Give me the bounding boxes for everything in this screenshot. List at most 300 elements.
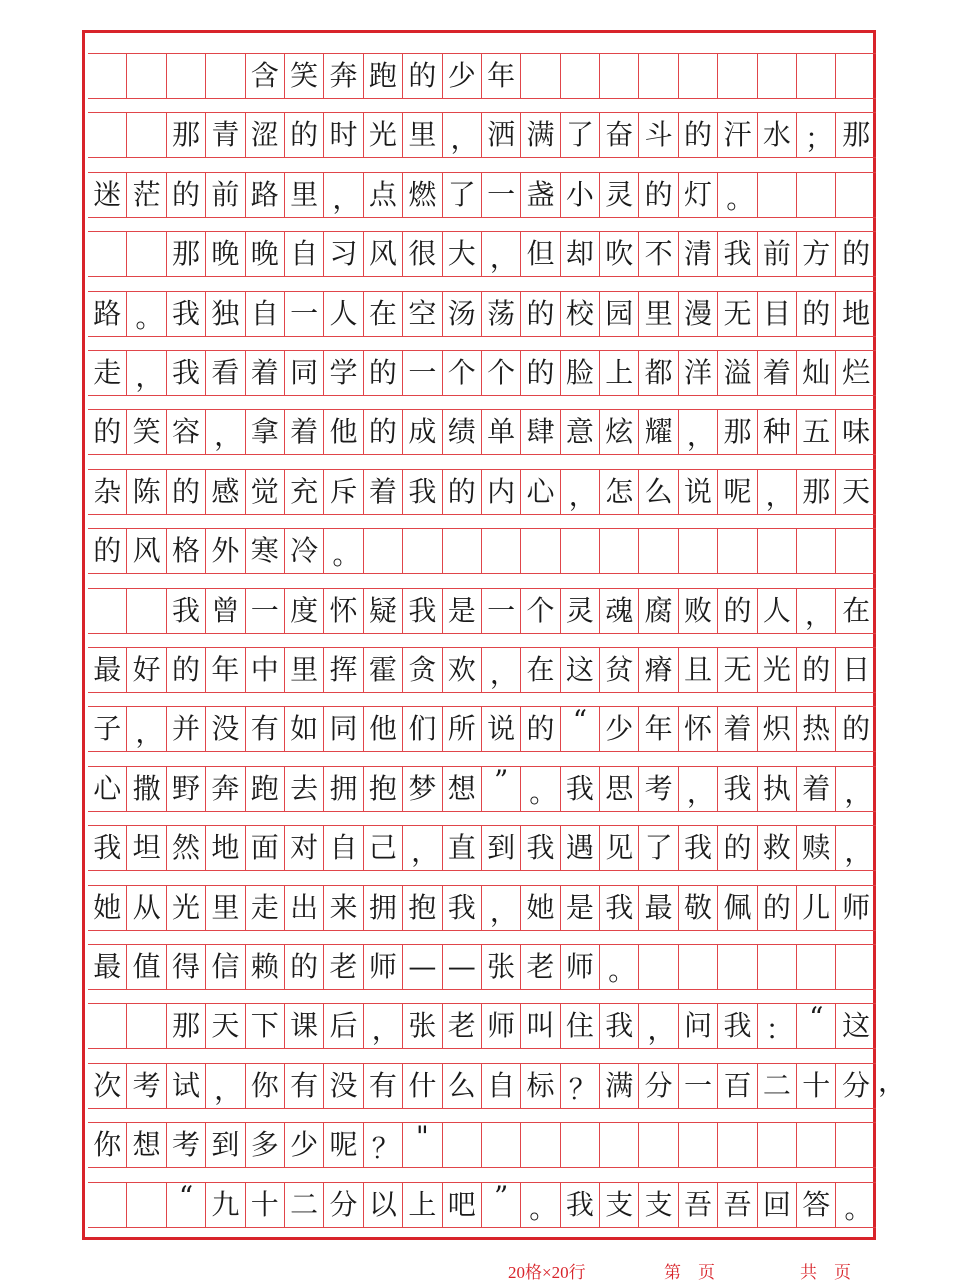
grid-cell: 。 xyxy=(324,529,363,573)
grid-cell: 的 xyxy=(443,470,482,514)
grid-cell: 盏 xyxy=(521,173,560,217)
grid-cell: 师 xyxy=(482,1004,521,1048)
grid-cell xyxy=(679,54,718,98)
grid-cell: 汤 xyxy=(443,292,482,336)
grid-row xyxy=(88,706,876,752)
grid-cell: 佩 xyxy=(718,886,757,930)
grid-cell: 的 xyxy=(167,470,206,514)
grid-cell: 晚 xyxy=(246,232,285,276)
grid-cell: 说 xyxy=(679,470,718,514)
grid-cell: 味 xyxy=(842,415,871,449)
grid-cell xyxy=(836,1123,875,1167)
grid-cell: 的 xyxy=(718,589,757,633)
grid-cell xyxy=(797,1123,836,1167)
grid-cell: 执 xyxy=(758,767,797,811)
grid-cell: 想 xyxy=(443,767,482,811)
grid-cell: 试 xyxy=(167,1064,206,1108)
grid-cell: 他 xyxy=(324,410,363,454)
grid-row xyxy=(88,469,876,515)
grid-cell: 考 xyxy=(639,767,678,811)
grid-cell: 我 xyxy=(600,886,639,930)
grid-cell: 瘠 xyxy=(639,648,678,692)
grid-row xyxy=(88,291,876,337)
grid-cell: 的 xyxy=(842,237,871,271)
grid-cell: 标 xyxy=(521,1064,560,1108)
paper-footer xyxy=(0,1258,960,1282)
grid-cell: ， xyxy=(206,410,245,454)
grid-cell: 抱 xyxy=(403,886,442,930)
grid-cell: 斥 xyxy=(324,470,363,514)
grid-cell: 着 xyxy=(246,351,285,395)
grid-cell: 的 xyxy=(403,54,442,98)
grid-cell: 烂 xyxy=(842,356,871,389)
grid-cell: 同 xyxy=(324,707,363,751)
grid-cell: 园 xyxy=(600,292,639,336)
grid-cell: 却 xyxy=(561,232,600,276)
grid-cell: 二 xyxy=(758,1064,797,1108)
grid-cell: 成 xyxy=(403,410,442,454)
grid-cell: 地 xyxy=(842,296,871,330)
grid-cell: 肆 xyxy=(521,410,560,454)
grid-cell: 个 xyxy=(443,351,482,395)
grid-cell: 晚 xyxy=(206,232,245,276)
grid-cell: 杂 xyxy=(88,470,127,514)
grid-cell: 天 xyxy=(206,1004,245,1048)
grid-cell: 绩 xyxy=(443,410,482,454)
grid-cell xyxy=(88,54,127,98)
grid-cell: 欢 xyxy=(443,648,482,692)
grid-cell: 里 xyxy=(639,292,678,336)
grid-cell: 师 xyxy=(364,945,403,989)
grid-cell: 住 xyxy=(561,1004,600,1048)
grid-cell xyxy=(127,589,166,633)
grid-cell: 得 xyxy=(167,945,206,989)
grid-cell: 的 xyxy=(364,351,403,395)
grid-cell xyxy=(88,589,127,633)
grid-cell: 目 xyxy=(758,292,797,336)
grid-cell: 下 xyxy=(246,1004,285,1048)
grid-cell: 校 xyxy=(561,292,600,336)
grid-cell: “ xyxy=(167,1183,206,1227)
grid-cell: 吹 xyxy=(600,232,639,276)
grid-cell: 老 xyxy=(443,1004,482,1048)
grid-cell: 救 xyxy=(758,826,797,870)
grid-cell: 充 xyxy=(285,470,324,514)
grid-cell xyxy=(561,529,600,573)
grid-row xyxy=(88,1003,876,1049)
grid-cell xyxy=(127,1004,166,1048)
grid-cell xyxy=(127,113,166,157)
grid-cell xyxy=(482,529,521,573)
grid-cell: 他 xyxy=(364,707,403,751)
grid-cell: 着 xyxy=(758,351,797,395)
grid-cell xyxy=(797,173,836,217)
grid-cell: 同 xyxy=(285,351,324,395)
grid-cell: 个 xyxy=(521,589,560,633)
grid-cell: 迷 xyxy=(88,173,127,217)
grid-cell: 不 xyxy=(639,232,678,276)
grid-cell: 多 xyxy=(246,1123,285,1167)
grid-cell: 心 xyxy=(88,767,127,811)
grid-cell xyxy=(679,945,718,989)
grid-cell: 曾 xyxy=(206,589,245,633)
grid-cell: 看 xyxy=(206,351,245,395)
grid-cell: — xyxy=(443,945,482,989)
grid-cell: 信 xyxy=(206,945,245,989)
grid-cell: 路 xyxy=(88,292,127,336)
grid-cell: 年 xyxy=(206,648,245,692)
margin-punctuation: ， xyxy=(878,1065,907,1098)
grid-cell: 课 xyxy=(285,1004,324,1048)
grid-cell xyxy=(127,54,166,98)
grid-cell: 怎 xyxy=(600,470,639,514)
grid-cell: 的 xyxy=(639,173,678,217)
grid-cell: 那 xyxy=(842,118,871,152)
grid-cell: 的 xyxy=(285,113,324,157)
grid-cell: 去 xyxy=(285,767,324,811)
grid-cell: 内 xyxy=(482,470,521,514)
grid-cell: 我 xyxy=(679,826,718,870)
grid-cell: 上 xyxy=(600,351,639,395)
grid-cell: 我 xyxy=(718,232,757,276)
grid-cell: 自 xyxy=(482,1064,521,1108)
grid-cell: 跑 xyxy=(364,54,403,98)
grid-cell: 什 xyxy=(403,1064,442,1108)
grid-cell: 容 xyxy=(167,410,206,454)
grid-cell: 洒 xyxy=(482,113,521,157)
grid-cell xyxy=(403,529,442,573)
grid-cell: 次 xyxy=(88,1064,127,1108)
grid-cell: 我 xyxy=(600,1004,639,1048)
grid-cell xyxy=(758,54,797,98)
grid-cell: 一 xyxy=(482,589,521,633)
grid-cell: 清 xyxy=(679,232,718,276)
grid-cell xyxy=(758,1123,797,1167)
grid-cell xyxy=(758,529,797,573)
grid-cell: 但 xyxy=(521,232,560,276)
grid-cell: 在 xyxy=(364,292,403,336)
grid-cell: 我 xyxy=(167,589,206,633)
grid-cell xyxy=(521,529,560,573)
grid-cell: 陈 xyxy=(127,470,166,514)
grid-cell xyxy=(639,1123,678,1167)
grid-cell: 疑 xyxy=(364,589,403,633)
grid-cell: 我 xyxy=(561,1183,600,1227)
grid-cell: 到 xyxy=(482,826,521,870)
grid-cell: 一 xyxy=(285,292,324,336)
grid-cell xyxy=(797,54,836,98)
grid-cell: 光 xyxy=(364,113,403,157)
grid-cell: 地 xyxy=(206,826,245,870)
grid-cell: ” xyxy=(482,1183,521,1227)
page-number-label: 第 页 xyxy=(664,1263,715,1282)
grid-cell xyxy=(127,1183,166,1227)
grid-cell: 笑 xyxy=(285,54,324,98)
grid-cell xyxy=(797,529,836,573)
grid-cell: 出 xyxy=(285,886,324,930)
total-pages-label: 共 页 xyxy=(800,1263,851,1282)
grid-cell: 一 xyxy=(482,173,521,217)
grid-cell: 的 xyxy=(718,826,757,870)
grid-cell: 荡 xyxy=(482,292,521,336)
grid-cell: 有 xyxy=(285,1064,324,1108)
grid-cell: 吧 xyxy=(443,1183,482,1227)
grid-cell: 我 xyxy=(167,292,206,336)
grid-cell: 腐 xyxy=(639,589,678,633)
grid-cell xyxy=(836,54,875,98)
grid-cell: 那 xyxy=(167,113,206,157)
grid-cell: ， xyxy=(679,410,718,454)
grid-cell: 方 xyxy=(797,232,836,276)
grid-cell: 大 xyxy=(443,232,482,276)
grid-cell: 小 xyxy=(561,173,600,217)
grid-cell: 单 xyxy=(482,410,521,454)
grid-cell: 我 xyxy=(718,1004,757,1048)
grid-cell: ， xyxy=(679,767,718,811)
grid-cell: 有 xyxy=(364,1064,403,1108)
grid-cell xyxy=(718,54,757,98)
grid-cell: 在 xyxy=(842,593,871,627)
grid-cell: 那 xyxy=(797,470,836,514)
grid-cell: 怀 xyxy=(679,707,718,751)
grid-cell: 的 xyxy=(521,707,560,751)
grid-cell: 我 xyxy=(403,470,442,514)
grid-cell: 奔 xyxy=(324,54,363,98)
grid-cell: 心 xyxy=(521,470,560,514)
title-row xyxy=(88,53,876,99)
grid-cell: 年 xyxy=(639,707,678,751)
grid-cell: 张 xyxy=(403,1004,442,1048)
grid-cell: 走 xyxy=(246,886,285,930)
grid-cell: 自 xyxy=(285,232,324,276)
grid-cell xyxy=(561,54,600,98)
grid-cell xyxy=(718,1123,757,1167)
grid-cell: ， xyxy=(482,232,521,276)
grid-cell: 里 xyxy=(285,173,324,217)
grid-cell: 是 xyxy=(561,886,600,930)
grid-cell: 并 xyxy=(167,707,206,751)
grid-cell: ” xyxy=(482,767,521,811)
grid-cell: 败 xyxy=(679,589,718,633)
grid-cell xyxy=(88,232,127,276)
grid-cell: 很 xyxy=(403,232,442,276)
grid-cell: 没 xyxy=(324,1064,363,1108)
grid-row xyxy=(88,172,876,218)
grid-cell: 从 xyxy=(127,886,166,930)
grid-cell: 外 xyxy=(206,529,245,573)
grid-cell: 的 xyxy=(364,410,403,454)
grid-cell xyxy=(836,945,875,989)
grid-cell: 我 xyxy=(88,826,127,870)
grid-cell: 挥 xyxy=(324,648,363,692)
grid-cell: 后 xyxy=(324,1004,363,1048)
grid-cell: 度 xyxy=(285,589,324,633)
grid-cell: 洋 xyxy=(679,351,718,395)
grid-cell: 直 xyxy=(443,826,482,870)
grid-cell: 年 xyxy=(482,54,521,98)
grid-cell: 少 xyxy=(600,707,639,751)
grid-cell: 意 xyxy=(561,410,600,454)
grid-cell: 着 xyxy=(285,410,324,454)
grid-cell xyxy=(88,113,127,157)
grid-cell: 有 xyxy=(246,707,285,751)
grid-cell: 以 xyxy=(364,1183,403,1227)
grid-cell xyxy=(600,1123,639,1167)
grid-cell: 笑 xyxy=(127,410,166,454)
grid-cell: 坦 xyxy=(127,826,166,870)
grid-cell: 你 xyxy=(88,1123,127,1167)
grid-cell xyxy=(206,54,245,98)
grid-cell: 了 xyxy=(561,113,600,157)
grid-cell: 的 xyxy=(758,886,797,930)
grid-cell: 里 xyxy=(206,886,245,930)
grid-cell: 的 xyxy=(842,712,871,746)
grid-cell: 值 xyxy=(127,945,166,989)
grid-cell: 风 xyxy=(364,232,403,276)
grid-cell: ， xyxy=(324,173,363,217)
grid-cell: 时 xyxy=(324,113,363,157)
grid-cell: ， xyxy=(844,835,873,869)
grid-cell: 们 xyxy=(403,707,442,751)
grid-cell: ？ xyxy=(561,1064,600,1108)
grid-cell xyxy=(718,945,757,989)
grid-cell: 水 xyxy=(758,113,797,157)
grid-cell: 师 xyxy=(842,890,871,924)
grid-cell: 里 xyxy=(403,113,442,157)
grid-cell: 我 xyxy=(443,886,482,930)
grid-cell: 脸 xyxy=(561,351,600,395)
grid-cell: 撒 xyxy=(127,767,166,811)
grid-row xyxy=(88,825,876,871)
grid-cell: 个 xyxy=(482,351,521,395)
grid-cell: 分 xyxy=(842,1068,871,1102)
grid-cell: 老 xyxy=(521,945,560,989)
grid-cell: 分 xyxy=(639,1064,678,1108)
grid-cell: 人 xyxy=(324,292,363,336)
grid-cell: 的 xyxy=(285,945,324,989)
grid-cell: 考 xyxy=(127,1064,166,1108)
grid-cell: 么 xyxy=(639,470,678,514)
grid-cell xyxy=(639,945,678,989)
grid-cell: 拥 xyxy=(364,886,403,930)
grid-cell: 风 xyxy=(127,529,166,573)
grid-cell: 走 xyxy=(88,351,127,395)
grid-cell: 支 xyxy=(600,1183,639,1227)
grid-cell: 自 xyxy=(324,826,363,870)
grid-cell: 燃 xyxy=(403,173,442,217)
grid-cell: 溢 xyxy=(718,351,757,395)
grid-cell: 魂 xyxy=(600,589,639,633)
grid-cell xyxy=(679,529,718,573)
grid-cell xyxy=(600,529,639,573)
grid-cell: 前 xyxy=(206,173,245,217)
grid-cell: 的 xyxy=(521,292,560,336)
grid-cell: 斗 xyxy=(639,113,678,157)
grid-cell xyxy=(600,54,639,98)
grid-cell: 。 xyxy=(521,1183,560,1227)
grid-cell: 见 xyxy=(600,826,639,870)
grid-cell: ， xyxy=(364,1004,403,1048)
grid-cell: ， xyxy=(639,1004,678,1048)
grid-cell: ？ xyxy=(364,1123,403,1167)
grid-cell: ， xyxy=(797,589,836,633)
grid-cell: 怀 xyxy=(324,589,363,633)
grid-cell xyxy=(561,1123,600,1167)
grid-cell: 汗 xyxy=(718,113,757,157)
grid-cell: 着 xyxy=(797,767,836,811)
grid-cell: ， xyxy=(443,113,482,157)
grid-cell: 己 xyxy=(364,826,403,870)
grid-cell: 含 xyxy=(246,54,285,98)
grid-cell xyxy=(639,54,678,98)
grid-row xyxy=(88,1063,876,1109)
grid-cell: 张 xyxy=(482,945,521,989)
grid-cell: ， xyxy=(482,886,521,930)
grid-cell: 我 xyxy=(718,767,757,811)
grid-cell: 独 xyxy=(206,292,245,336)
grid-cell: 那 xyxy=(718,410,757,454)
grid-cell: 灵 xyxy=(600,173,639,217)
grid-cell xyxy=(482,1123,521,1167)
grid-cell: 的 xyxy=(797,648,836,692)
grid-cell: 思 xyxy=(600,767,639,811)
grid-cell xyxy=(88,1183,127,1227)
grid-cell: 子 xyxy=(88,707,127,751)
grid-cell: 赎 xyxy=(797,826,836,870)
grid-cell: 奋 xyxy=(600,113,639,157)
grid-cell: 叫 xyxy=(521,1004,560,1048)
grid-cell: 上 xyxy=(403,1183,442,1227)
grid-cell: 如 xyxy=(285,707,324,751)
grid-cell: 二 xyxy=(285,1183,324,1227)
grid-cell: 炫 xyxy=(600,410,639,454)
grid-cell: 的 xyxy=(167,648,206,692)
grid-cell: ， xyxy=(403,826,442,870)
grid-cell: 空 xyxy=(403,292,442,336)
grid-cell: 茫 xyxy=(127,173,166,217)
grid-cell: ， xyxy=(127,707,166,751)
grid-cell: 的 xyxy=(521,351,560,395)
grid-cell: 炽 xyxy=(758,707,797,751)
grid-cell: 师 xyxy=(561,945,600,989)
grid-cell xyxy=(521,54,560,98)
grid-cell: 么 xyxy=(443,1064,482,1108)
grid-cell: 满 xyxy=(600,1064,639,1108)
grid-cell: 习 xyxy=(324,232,363,276)
grid-cell: 你 xyxy=(246,1064,285,1108)
grid-cell: 且 xyxy=(679,648,718,692)
grid-cell: 是 xyxy=(443,589,482,633)
grid-cell: 觉 xyxy=(246,470,285,514)
grid-cell: 一 xyxy=(246,589,285,633)
grid-cell: 九 xyxy=(206,1183,245,1227)
grid-cell: 日 xyxy=(842,653,871,686)
grid-cell: 到 xyxy=(206,1123,245,1167)
grid-cell: 冷 xyxy=(285,529,324,573)
grid-cell: 光 xyxy=(758,648,797,692)
grid-cell: 学 xyxy=(324,351,363,395)
grid-cell: ； xyxy=(797,113,836,157)
grid-cell: 那 xyxy=(167,1004,206,1048)
grid-cell: 来 xyxy=(324,886,363,930)
grid-cell: 我 xyxy=(561,767,600,811)
grid-cell: 最 xyxy=(88,648,127,692)
grid-cell: 她 xyxy=(88,886,127,930)
grid-cell: ， xyxy=(482,648,521,692)
grid-cell: 的 xyxy=(797,292,836,336)
grid-cell: 老 xyxy=(324,945,363,989)
grid-cell: 答 xyxy=(797,1183,836,1227)
